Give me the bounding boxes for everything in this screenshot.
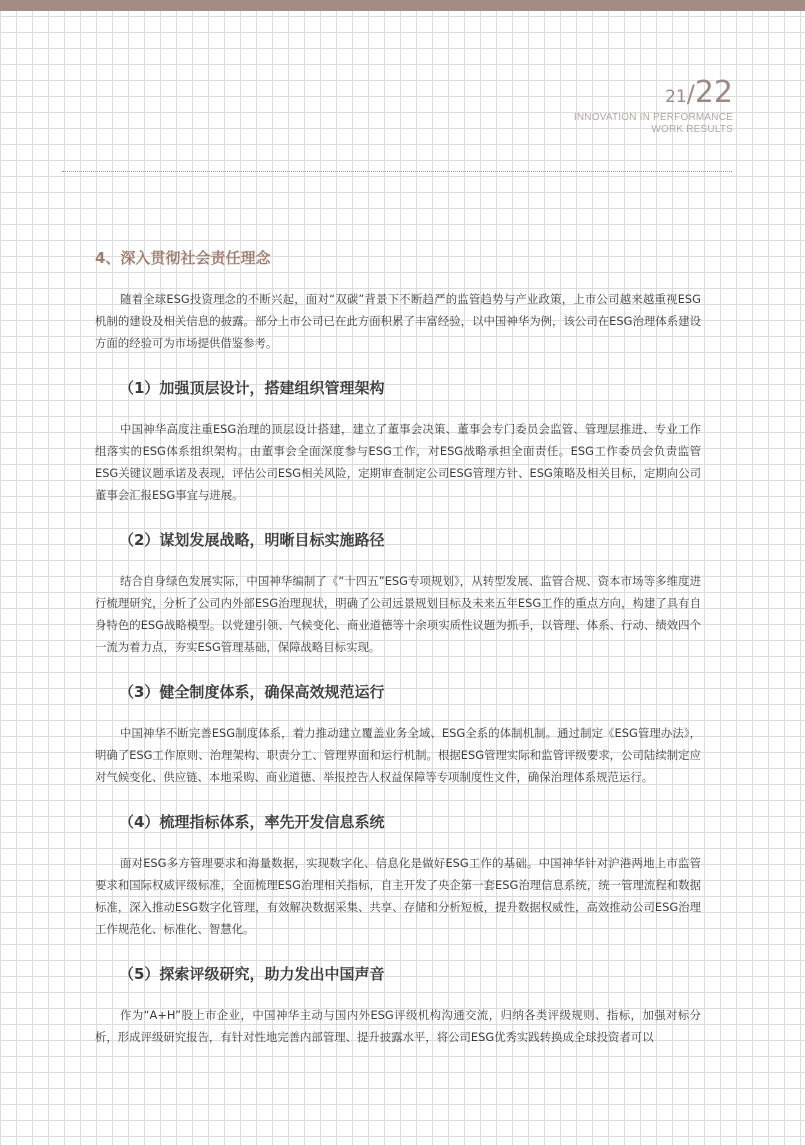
intro-paragraph: 随着全球ESG投资理念的不断兴起，面对“双碳”背景下不断趋严的监管趋势与产业政策，上市公司越来越重视ESG机制的建设及相关信息的披露。部分上市公司已在此方面积累了丰富经验，以中国神华为例，该公司在ESG治理体系建设方面的经验可为市场提供借鉴参考。 — [95, 292, 701, 350]
subsection-text-2: 结合自身绿色发展实际，中国神华编制了《“十四五”ESG专项规划》，从转型发展、监管合规、资本市场等多维度进行梳理研究，分析了公司内外部ESG治理现状，明确了公司远景规划目标及未来五年ESG工作的重点方向，构建了具有自身特色的ESG战略模型。以党建引领、气候变化、商业道德等十余项实质性议题为抓手，以管理、体系、行动、绩效四个一流为着力点，夯实ESG管理基础，保障战略目标实现。 — [95, 574, 701, 654]
current-page: 21 — [665, 87, 687, 107]
subsection-text-5: 作为“A+H”股上市企业，中国神华主动与国内外ESG评级机构沟通交流，归纳各类评级规则、指标，加强对标分析，形成评级研究报告，有针对性地完善内部管理、提升披露水平，将公司ESG优秀实践转换成全球投资者可以 — [95, 1008, 701, 1044]
subsection-title-5: （5）探索评级研究，助力发出中国声音 — [119, 965, 385, 983]
subsection-text-4: 面对ESG多方管理要求和海量数据，实现数字化、信息化是做好ESG工作的基础。中国神华针对沪港两地上市监管要求和国际权威评级标准，全面梳理ESG治理相关指标，自主开发了央企第一套ESG治理信息系统，统一管理流程和数据标准，深入推动ESG数字化管理，有效解决数据采集、共享、存储和分析短板，提升数据权威性，高效推动公司ESG治理工作规范化、标准化、智慧化。 — [95, 856, 701, 936]
subsection-title-2: （2）谋划发展战略，明晰目标实施路径 — [119, 531, 385, 549]
header-divider — [62, 171, 732, 172]
subsection-title-1: （1）加强顶层设计，搭建组织管理架构 — [119, 379, 385, 397]
subtitle-line-1: INNOVATION IN PERFORMANCE — [573, 112, 733, 123]
header-subtitle — [574, 112, 733, 136]
page-separator: / — [686, 80, 695, 108]
top-accent-bar — [0, 0, 805, 11]
section-title: 4、深入贯彻社会责任理念 — [95, 249, 271, 267]
article-body — [95, 246, 701, 1048]
total-pages: 22 — [694, 75, 733, 110]
page-number — [665, 75, 733, 110]
subsection-title-3: （3）健全制度体系，确保高效规范运行 — [119, 683, 385, 701]
subsection-text-3: 中国神华不断完善ESG制度体系，着力推动建立覆盖业务全域、ESG全系的体制机制。通过制定《ESG管理办法》，明确了ESG工作原则、治理架构、职责分工、管理界面和运行机制。根据ESG管理实际和监管评级要求，公司陆续制定应对气候变化、供应链、本地采购、商业道德、举报控告人权益保障等专项制度性文件，确保治理体系规范运行。 — [95, 726, 701, 784]
subsection-text-1: 中国神华高度注重ESG治理的顶层设计搭建，建立了董事会决策、董事会专门委员会监管、管理层推进、专业工作组落实的ESG体系组织架构。由董事会全面深度参与ESG工作，对ESG战略承担全面责任。ESG工作委员会负责监管ESG关键议题承诺及表现，评估公司ESG相关风险，定期审查制定公司ESG管理方针、ESG策略及相关目标，定期向公司董事会汇报ESG事宜与进展。 — [95, 422, 701, 502]
subtitle-line-2: WORK RESULTS — [651, 124, 733, 135]
subsection-title-4: （4）梳理指标体系，率先开发信息系统 — [119, 813, 385, 831]
